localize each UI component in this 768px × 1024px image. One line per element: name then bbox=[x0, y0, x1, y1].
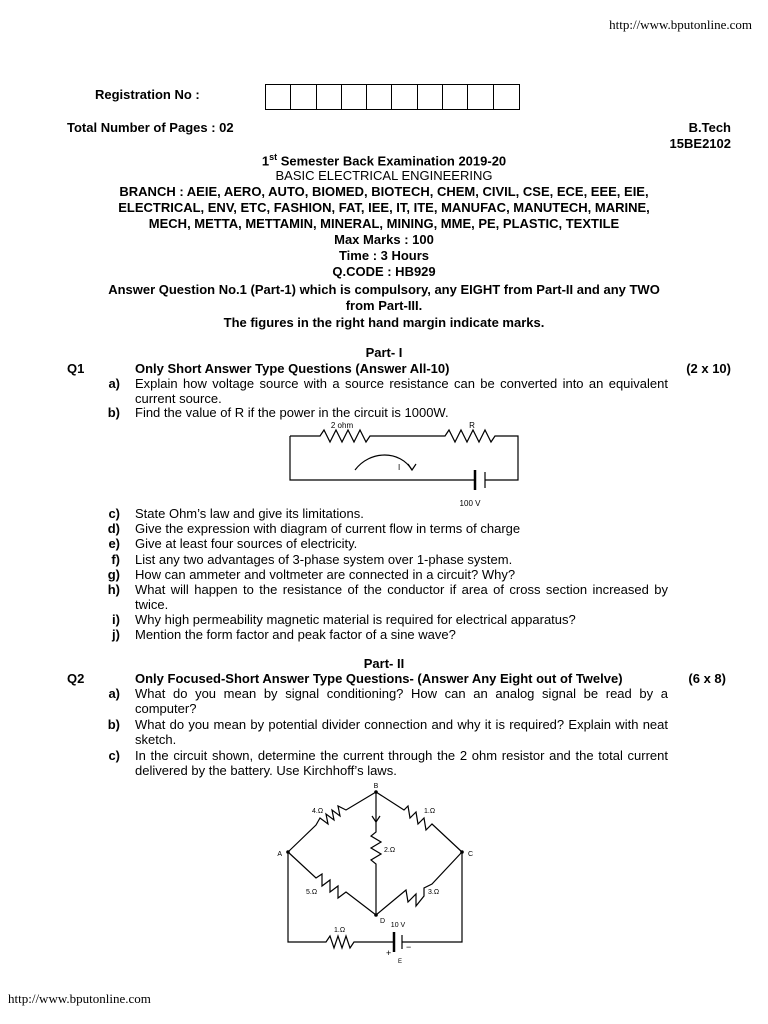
branch-line-2: ELECTRICAL, ENV, ETC, FASHION, FAT, IEE, IT, ITE, MANUFAC, MANUTECH, MARINE, bbox=[118, 200, 650, 215]
q2-heading: Only Focused-Short Answer Type Questions- (Answer Any Eight out of Twelve) bbox=[135, 671, 623, 686]
q1-number: Q1 bbox=[67, 361, 85, 376]
q1j-text: Mention the form factor and peak factor of a sine wave? bbox=[135, 627, 456, 642]
battery-e-label: E bbox=[397, 959, 403, 965]
q1c-text: State Ohm’s law and give its limitations. bbox=[135, 506, 364, 521]
max-marks: Max Marks : 100 bbox=[334, 232, 434, 247]
q1g-label: g) bbox=[107, 567, 120, 582]
node-d-label: D bbox=[380, 918, 386, 925]
q1-heading: Only Short Answer Type Questions (Answer All-10) bbox=[135, 361, 450, 376]
time-limit: Time : 3 Hours bbox=[338, 248, 430, 263]
q1d-label: d) bbox=[107, 521, 120, 536]
q1c-label: c) bbox=[108, 506, 120, 521]
q2-number: Q2 bbox=[67, 671, 85, 686]
battery-minus-label: − bbox=[406, 942, 412, 952]
q1i-label: i) bbox=[112, 612, 120, 627]
course-code: 15BE2102 bbox=[669, 136, 731, 151]
subject-title: BASIC ELECTRICAL ENGINEERING bbox=[275, 168, 493, 183]
q2b-label: b) bbox=[107, 717, 120, 732]
total-pages: Total Number of Pages : 02 bbox=[67, 120, 234, 135]
q1f-label: f) bbox=[111, 552, 120, 567]
node-a-label: A bbox=[277, 851, 282, 858]
circuit-diagram-1 bbox=[280, 418, 530, 510]
branch-line-1: BRANCH : AEIE, AERO, AUTO, BIOMED, BIOTECH, CHEM, CIVIL, CSE, ECE, EEE, EIE, bbox=[119, 184, 649, 199]
r-series-label: 1.Ω bbox=[334, 927, 346, 934]
instruction-line-1: Answer Question No.1 (Part-1) which is compulsory, any EIGHT from Part-II and any TWO bbox=[108, 282, 660, 297]
q1d-text: Give the expression with diagram of current flow in terms of charge bbox=[135, 521, 521, 536]
q2a-label: a) bbox=[108, 686, 120, 701]
circuit1-voltage-label: 100 V bbox=[459, 499, 481, 508]
q1f-text: List any two advantages of 3-phase system over 1-phase system. bbox=[135, 552, 513, 567]
q1a-label: a) bbox=[108, 376, 120, 391]
r-dc-label: 3.Ω bbox=[428, 889, 440, 896]
battery-voltage-label: 10 V bbox=[390, 922, 406, 929]
r-bc-label: 1.Ω bbox=[424, 808, 436, 815]
semester-title: 1st Semester Back Examination 2019-20 bbox=[261, 152, 507, 169]
branch-line-3: MECH, METTA, METTAMIN, MINERAL, MINING, MME, PE, PLASTIC, TEXTILE bbox=[148, 216, 620, 231]
q1-marks: (2 x 10) bbox=[686, 361, 731, 376]
q1h-text: What will happen to the resistance of the conductor if area of cross section increased by twice. bbox=[135, 582, 668, 612]
part1-title: Part- I bbox=[365, 345, 403, 360]
q1e-text: Give at least four sources of electricity. bbox=[135, 536, 358, 551]
registration-boxes[interactable] bbox=[265, 84, 520, 110]
question-code: Q.CODE : HB929 bbox=[332, 264, 436, 279]
registration-label: Registration No : bbox=[95, 87, 200, 102]
q1i-text: Why high permeability magnetic material is required for electrical apparatus? bbox=[135, 612, 576, 627]
degree: B.Tech bbox=[688, 120, 731, 135]
q1b-text: Find the value of R if the power in the circuit is 1000W. bbox=[135, 405, 449, 420]
circuit1-r2-label: R bbox=[469, 421, 475, 430]
circuit1-current-label: I bbox=[398, 463, 401, 472]
q2c-text: In the circuit shown, determine the current through the 2 ohm resistor and the total current delivered by the battery. Use Kirchhoff’s laws. bbox=[135, 748, 668, 778]
q2a-text: What do you mean by signal conditioning? How can an analog signal be read by a computer? bbox=[135, 686, 668, 716]
q1e-label: e) bbox=[108, 536, 120, 551]
q1j-label: j) bbox=[112, 627, 120, 642]
instruction-line-3: The figures in the right hand margin indicate marks. bbox=[223, 315, 545, 330]
footer-url[interactable]: http://www.bputonline.com bbox=[8, 991, 151, 1006]
header-url[interactable]: http://www.bputonline.com bbox=[609, 17, 752, 32]
node-b-label: B bbox=[373, 783, 379, 790]
r-bd-label: 2.Ω bbox=[384, 847, 396, 854]
circuit-diagram-2 bbox=[276, 780, 486, 965]
r-ab-label: 4.Ω bbox=[312, 808, 324, 815]
q1h-label: h) bbox=[107, 582, 120, 597]
node-c-label: C bbox=[468, 851, 474, 858]
part2-title: Part- II bbox=[363, 656, 405, 671]
q2b-text: What do you mean by potential divider connection and why it is required? Explain with neat sketch. bbox=[135, 717, 668, 747]
battery-plus-label: + bbox=[386, 948, 392, 958]
q2-marks: (6 x 8) bbox=[688, 671, 726, 686]
instruction-line-2: from Part-III. bbox=[345, 298, 423, 313]
circuit1-r1-label: 2 ohm bbox=[330, 421, 354, 430]
q1g-text: How can ammeter and voltmeter are connected in a circuit? Why? bbox=[135, 567, 516, 582]
q1a-text: Explain how voltage source with a source resistance can be converted into an equivalent current source. bbox=[135, 376, 668, 406]
q1b-label: b) bbox=[107, 405, 120, 420]
q2c-label: c) bbox=[108, 748, 120, 763]
r-ad-label: 5.Ω bbox=[306, 889, 318, 896]
